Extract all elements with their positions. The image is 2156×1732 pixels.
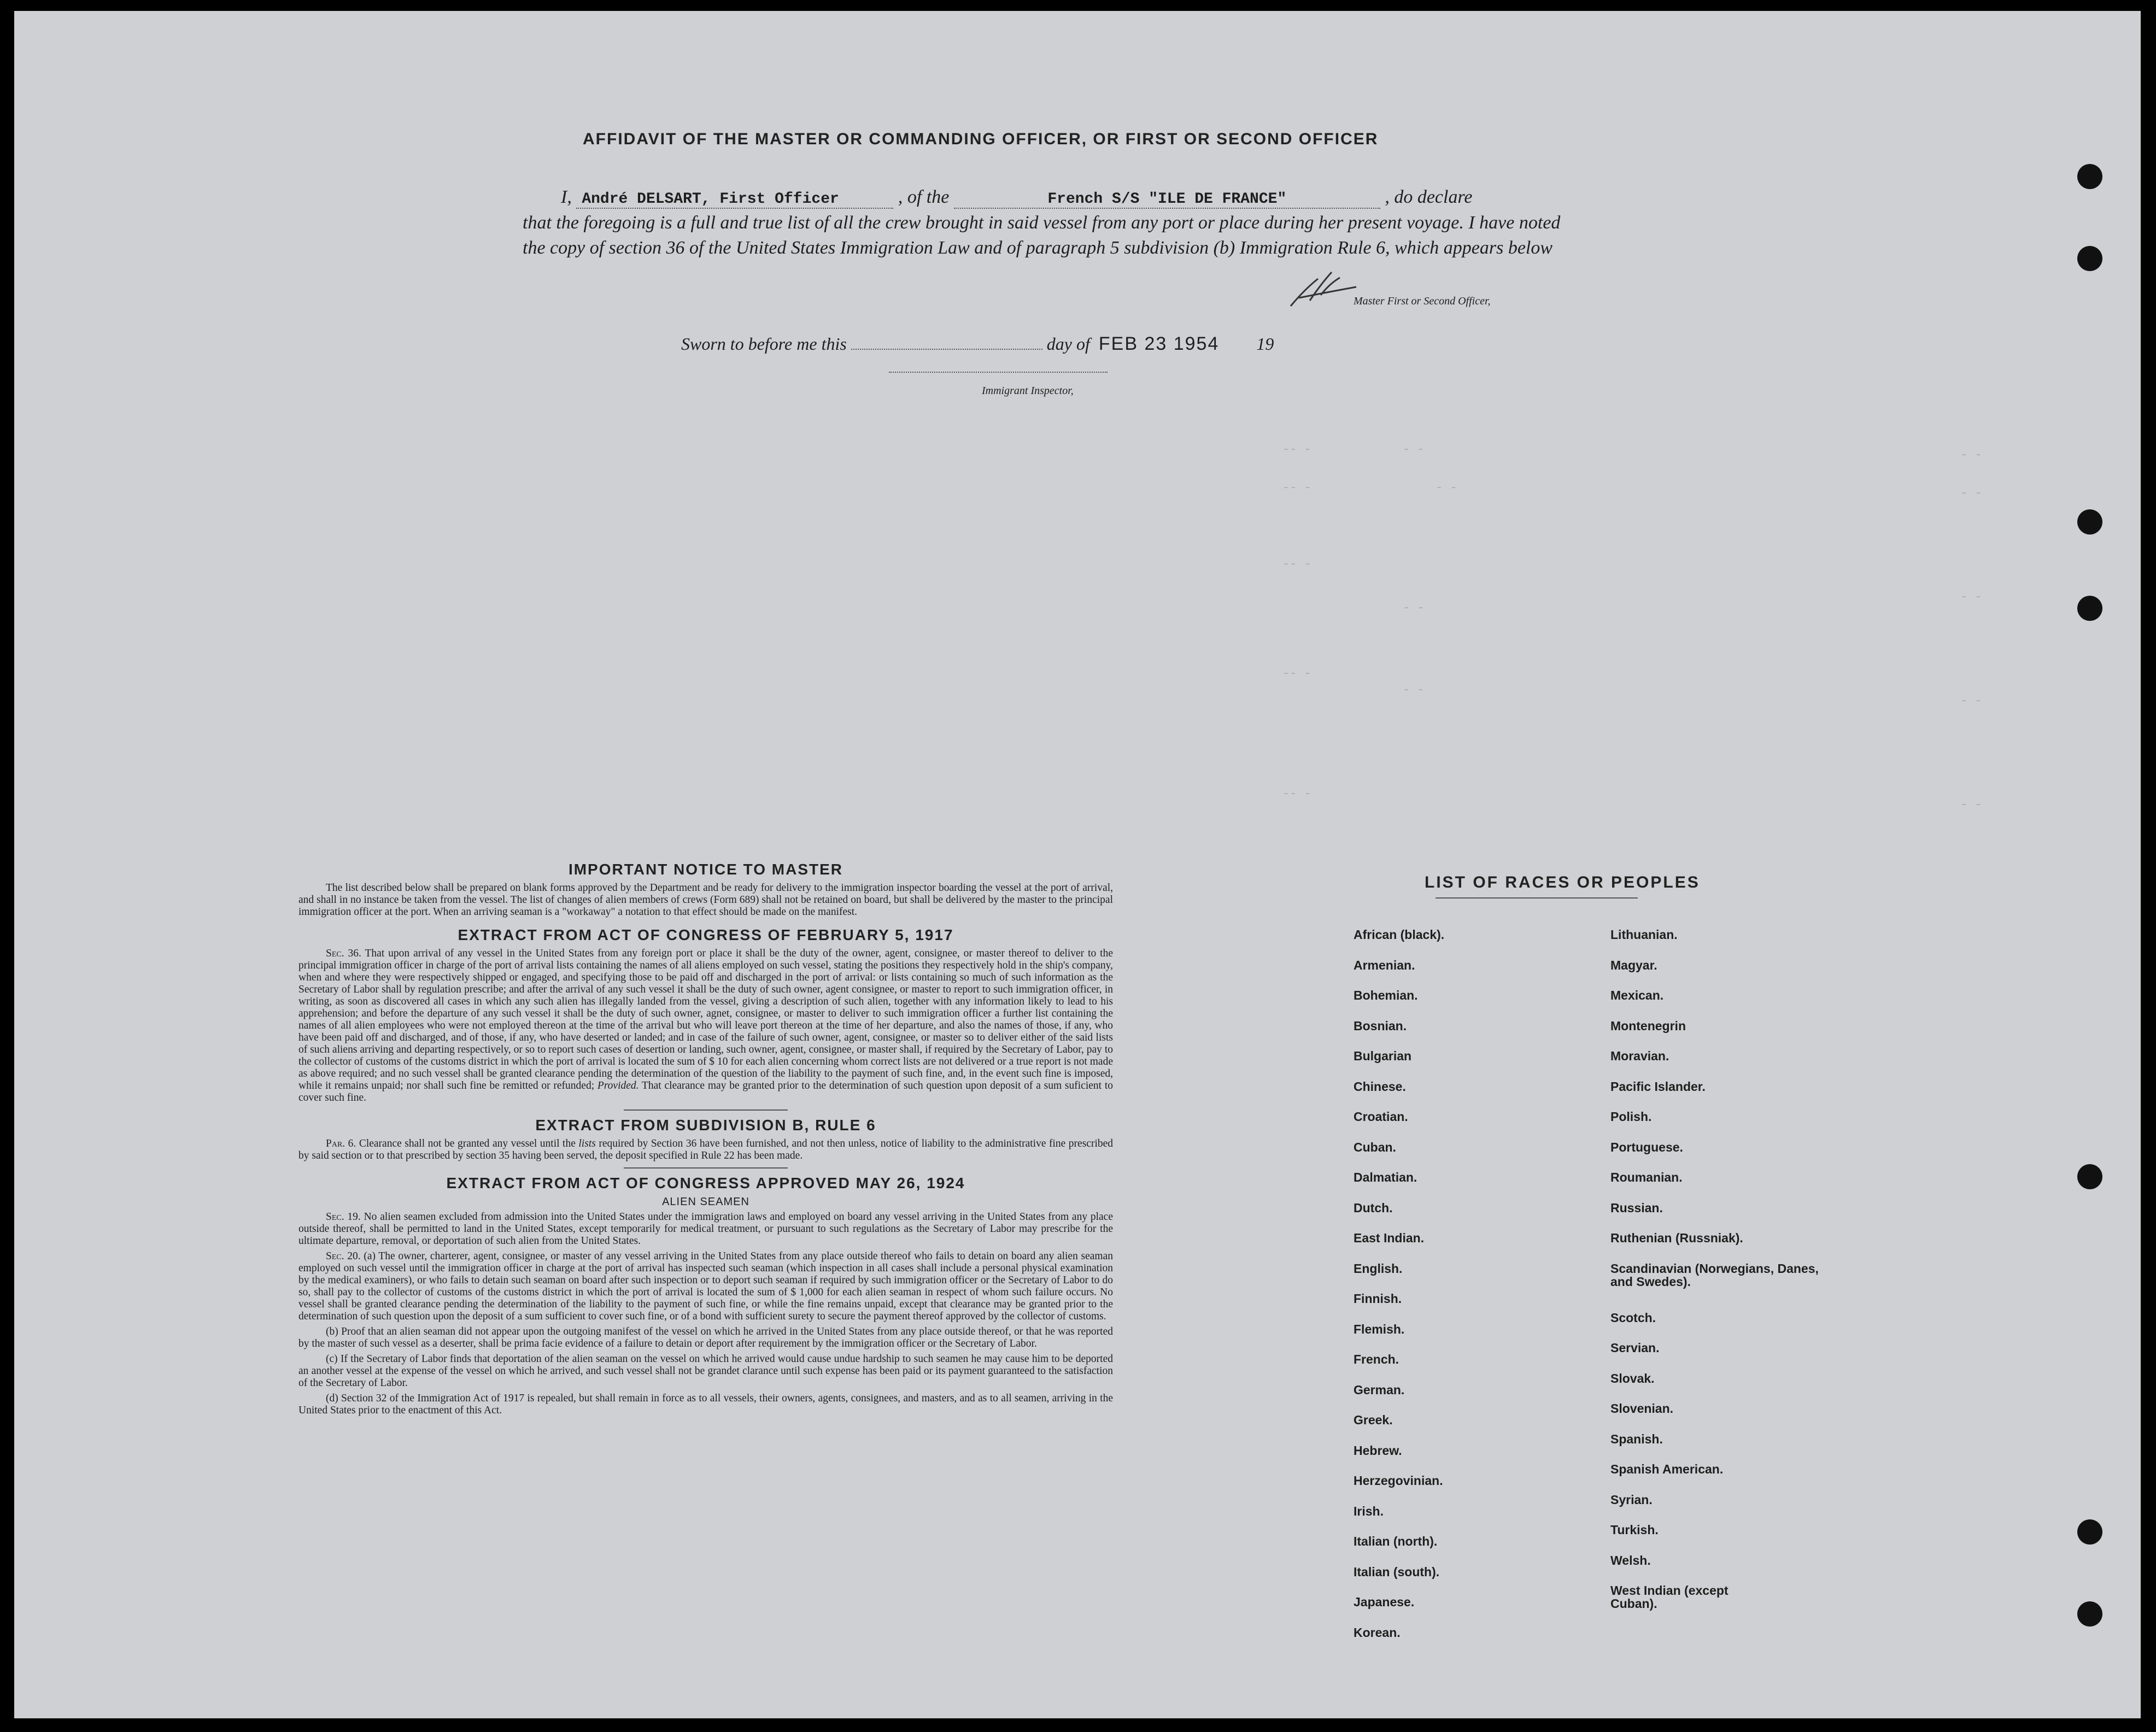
- race-item: Bohemian.: [1354, 988, 1418, 1002]
- sworn-prefix: Sworn to before me this: [681, 334, 847, 354]
- race-item: Japanese.: [1354, 1595, 1415, 1609]
- race-item: Finnish.: [1354, 1291, 1402, 1306]
- bleed-through-mark: -- -: [1282, 481, 1311, 495]
- races-right-column: [1610, 928, 1829, 1614]
- officer-name: André DELSART, First Officer: [576, 191, 893, 209]
- sec20a-text: [298, 1250, 1113, 1323]
- provided-text: Provided.: [597, 1080, 639, 1091]
- date-stamp: FEB 23 1954: [1098, 333, 1220, 354]
- race-item: Moravian.: [1610, 1049, 1669, 1063]
- signature-icon: [1288, 268, 1359, 312]
- affidavit-section: [14, 11, 2141, 437]
- race-item: West Indian (except Cuban).: [1610, 1583, 1729, 1611]
- sec20-label: Sec. 20.: [326, 1250, 361, 1262]
- race-item: Mexican.: [1610, 988, 1664, 1002]
- manifest-page: [14, 11, 2141, 1718]
- day-of-text: day of: [1046, 334, 1090, 354]
- affidavit-title: AFFIDAVIT OF THE MASTER OR COMMANDING OFFICER, OR FIRST OR SECOND OFFICER: [583, 130, 1379, 148]
- sec19-label: Sec. 19.: [326, 1211, 361, 1223]
- do-declare-text: , do declare: [1385, 187, 1473, 207]
- race-item: Irish.: [1354, 1504, 1384, 1518]
- bleed-through-mark: -- -: [1282, 787, 1311, 801]
- race-item: Scandinavian (Norwegians, Danes, and Swedes).: [1610, 1261, 1819, 1289]
- binder-hole-icon: [2077, 1601, 2102, 1627]
- bleed-through-mark: -- -: [1282, 557, 1311, 571]
- race-item: Scotch.: [1610, 1310, 1656, 1325]
- race-item: Bosnian.: [1354, 1018, 1407, 1033]
- race-item: Hebrew.: [1354, 1443, 1402, 1458]
- notice-title: IMPORTANT NOTICE TO MASTER: [568, 861, 843, 878]
- race-item: Montenegrin: [1610, 1018, 1686, 1033]
- race-item: Dalmatian.: [1354, 1170, 1417, 1184]
- races-title: LIST OF RACES OR PEOPLES: [1425, 873, 1700, 891]
- binder-hole-icon: [2077, 1519, 2102, 1545]
- race-item: Pacific Islander.: [1610, 1079, 1706, 1094]
- race-item: Slovenian.: [1610, 1401, 1674, 1416]
- race-item: Polish.: [1610, 1109, 1652, 1124]
- bleed-through-mark: - -: [1960, 798, 1982, 812]
- notice-text: The list described below shall be prepared on blank forms approved by the Department and be ready for delivery to the immigration inspector boarding the vessel at the port of arrival, and shall in no instance be taken from the vessel. The list of changes of alien members of crews (Form 689) shall not be retained on board, but shall be delivered by the master to the principal immigration officer at the port. When an arriving seaman is a "workaway" a notation to that effect should be made on the manifest.: [298, 882, 1113, 918]
- race-item: Ruthenian (Russniak).: [1610, 1231, 1743, 1245]
- race-item: Russian.: [1610, 1200, 1663, 1215]
- race-item: Spanish.: [1610, 1431, 1663, 1446]
- race-item: Roumanian.: [1610, 1170, 1683, 1184]
- bleed-through-mark: - -: [1960, 694, 1982, 708]
- par6-text-b: required by Section 36 have been furnished, and not then unless, notice of liability to the administrative fine prescribed by said section or to that prescribed by section 35 having been served, the deposit specified in Rule 22 has been made.: [298, 1138, 1114, 1161]
- race-item: East Indian.: [1354, 1231, 1425, 1245]
- sec36-text-end: That clearance may be granted prior to the determination of such question upon deposit of a sum suficient to cover such fine.: [298, 1080, 1114, 1103]
- officer-title-line: Master First or Second Officer,: [1354, 295, 1491, 307]
- of-the-text: , of the: [898, 187, 950, 207]
- race-item: Croatian.: [1354, 1109, 1408, 1124]
- bleed-through-mark: - -: [1436, 481, 1457, 495]
- bleed-through-mark: - -: [1403, 601, 1425, 615]
- race-item: Herzegovinian.: [1354, 1473, 1443, 1488]
- race-item: Lithuanian.: [1610, 927, 1678, 942]
- race-item: Greek.: [1354, 1413, 1393, 1427]
- bleed-through-mark: -- -: [1282, 443, 1311, 456]
- sec19-body: No alien seamen excluded from admission into the United States under the immigration laws and employed on board any vessel arriving in the United States from any place outside thereof, shall be permitted to land in the United States, except temporarily for medical treatment, or pursuant to such regulations as the Secretary of Labor may prescribe for the ultimate departure, removal, or deportation of such alien from the United States.: [298, 1211, 1113, 1247]
- extract-1917-title: EXTRACT FROM ACT OF CONGRESS OF FEBRUARY 5, 1917: [458, 926, 954, 943]
- bleed-through-mark: - -: [1403, 443, 1425, 456]
- race-item: Magyar.: [1610, 958, 1657, 972]
- race-item: Italian (north).: [1354, 1534, 1438, 1548]
- race-item: French.: [1354, 1352, 1399, 1366]
- races-left-column: [1354, 928, 1561, 1656]
- race-item: Armenian.: [1354, 958, 1415, 972]
- race-item: Portuguese.: [1610, 1140, 1683, 1154]
- sec20c-text: (c) If the Secretary of Labor finds that deportation of the alien seaman on the vessel on which he arrived would cause undue hardship to such seamen he may cause him to be deported an another vessel at the expense of the vessel on which he arrived, and such vessel shall not be grandet clarance until such expense has been paid or its payment guaranteed to the satisfaction of the Secretary of Labor.: [298, 1353, 1113, 1389]
- race-item: African (black).: [1354, 927, 1445, 942]
- race-item: Dutch.: [1354, 1200, 1393, 1215]
- bleed-through-mark: - -: [1960, 448, 1982, 462]
- sworn-day-field: [851, 349, 1042, 350]
- par6-label: Par. 6.: [326, 1138, 356, 1149]
- race-item: English.: [1354, 1261, 1403, 1276]
- extract-rule6-text: [298, 1138, 1113, 1162]
- binder-hole-icon: [2077, 509, 2102, 535]
- race-item: Spanish American.: [1610, 1462, 1724, 1476]
- extract-rule6-title: EXTRACT FROM SUBDIVISION B, RULE 6: [535, 1117, 876, 1134]
- vessel-name: French S/S "ILE DE FRANCE": [954, 191, 1380, 209]
- inspector-label: Immigrant Inspector,: [982, 385, 1074, 397]
- race-item: German.: [1354, 1382, 1405, 1397]
- sworn-line: [681, 333, 1274, 355]
- bleed-through-mark: - -: [1960, 590, 1982, 604]
- bleed-through-mark: - -: [1403, 683, 1425, 697]
- affidavit-declaration-line: [561, 187, 1473, 209]
- race-item: Servian.: [1610, 1341, 1660, 1355]
- par6-text-a: Clearance shall not be granted any vessel until the: [359, 1138, 576, 1149]
- sec19-text: [298, 1211, 1113, 1247]
- bleed-through-mark: - -: [1960, 486, 1982, 500]
- race-item: Chinese.: [1354, 1079, 1406, 1094]
- sec20b-text: (b) Proof that an alien seaman did not appear upon the outgoing manifest of the vessel on which he arrived in the United States from any place outside thereof, or that he was reported by the master of such vessel as a deserter, shall be prima facie evidence of a failure to detain or deport after requirement by the immigration officer or the Secretary of Labor.: [298, 1326, 1113, 1349]
- affidavit-i: I,: [561, 187, 572, 207]
- race-item: Cuban.: [1354, 1140, 1396, 1154]
- affidavit-body: that the foregoing is a full and true list of all the crew brought in said vessel from any port or place during her present voyage. I have noted the copy of section 36 of the United States Immigration Law and of paragraph 5 subdivision (b) Immigration Rule 6, which appears below: [523, 213, 1561, 258]
- section-divider: [624, 1167, 788, 1169]
- race-item: Italian (south).: [1354, 1564, 1440, 1579]
- sec20a-body: (a) The owner, charterer, agent, consignee, or master of any vessel arriving in the United States from any place outside thereof who fails to detain on board any alien seaman employed on such vessel until the immigration officer in charge at the port of arrival has inspected such seaman (which inspection in all cases shall include a personal physical examination by the medical examiners), or who fails to detain such seaman on board after such inspection or to deport such seaman if required by such immigration officer or the Secretary of Labor to do so, shall pay to the collector of customs of the customs district in which the port of arrival is located the sum of $ 1,000 for each alien seaman in respect of whom such failure occurs. No vessel shall be granted clearance pending the determination of the liability to the payment of such fine, or while the fine remains unpaid, except that clearance may be granted prior to the determination of such question upon the deposit of a sum sufficient to cover such fine, or of a bond with sufficient surety to secure the payment thereof approved by the collector of customs.: [298, 1250, 1114, 1322]
- bleed-through-mark: -- -: [1282, 667, 1311, 680]
- inspector-signature-rule: [889, 372, 1108, 373]
- race-item: Bulgarian: [1354, 1049, 1412, 1063]
- binder-hole-icon: [2077, 1164, 2102, 1189]
- race-item: Syrian.: [1610, 1492, 1653, 1507]
- races-title-underline: [1436, 897, 1638, 899]
- extract-1917-text: [298, 948, 1113, 1104]
- sec36-text: That upon arrival of any vessel in the United States from any foreign port or place it shall be the duty of the owner, agent, consignee, or master thereof to deliver to the principal immigration officer in charge of the port of arrival lists containing the names of all aliens employed on such vessel, stating the positions they respectively hold in the ship's company, when and where they were respectively shipped or engaged, and specifying those to be paid off and discharged in the port of arrival: or lists containing so much of such information as the Secretary of Labor shall by regulation prescribe; and after the arrival of any such vessel it shall be the duty of such owner, agent consignee, or master to report to such immigration officer, in writing, as soon as discovered all cases in which any such alien has illegally landed from the vessel, giving a description of such alien, together with any information likely to lead to his apprehension; and before the departure of any such vessel it shall be the duty of such owner, agnet, consignee, or master to deliver to such immigration officer a further list containing the names of all alien employees who were not employed thereon at the time of the arrival but who will leave port thereon at the time of her departure, and also the names of those, if any, who have been paid off and discharged, and of those, if any, who have deserted or landed; and in case of the failure of such owner, agent, consignee, or master so to deliver either of the said lists of such aliens arriving and departing respectively, or so to report such cases of desertion or landing, such owner, agent, consignee, or master shall, if required by the Secretary of Labor, pay to the collector of customs of the customs district in which the port of arrival is located the sum of $ 10 for each alien concerning whom correct lists are not delivered or a true report is not made as above required; and no such vessel shall be granted clearance pending the determination of the question of the liability to the payment of such fine, and, in the event such fine is imposed, while it remains unpaid; nor shall such fine be remitted or refunded;: [298, 948, 1113, 1091]
- binder-hole-icon: [2077, 596, 2102, 621]
- year-suffix: 19: [1256, 334, 1274, 354]
- extract-1924-title: EXTRACT FROM ACT OF CONGRESS APPROVED MAY 26, 1924: [446, 1175, 965, 1191]
- race-item: Turkish.: [1610, 1523, 1659, 1537]
- race-item: Welsh.: [1610, 1553, 1651, 1567]
- alien-seamen-subtitle: ALIEN SEAMEN: [662, 1196, 749, 1208]
- race-item: Korean.: [1354, 1625, 1401, 1640]
- sec20d-text: (d) Section 32 of the Immigration Act of 1917 is repealed, but shall remain in force as to all vessels, their owners, agents, consignees, and masters, and as to all seamen, arriving in the United States prior to the enactment of this Act.: [298, 1393, 1113, 1416]
- lists-word: lists: [578, 1138, 596, 1149]
- sec36-label: Sec. 36.: [326, 948, 361, 959]
- legal-notices: [298, 861, 1114, 1420]
- race-item: Slovak.: [1610, 1371, 1655, 1385]
- race-item: Flemish.: [1354, 1322, 1405, 1336]
- section-divider: [624, 1109, 788, 1111]
- races-list: [1348, 873, 1819, 1640]
